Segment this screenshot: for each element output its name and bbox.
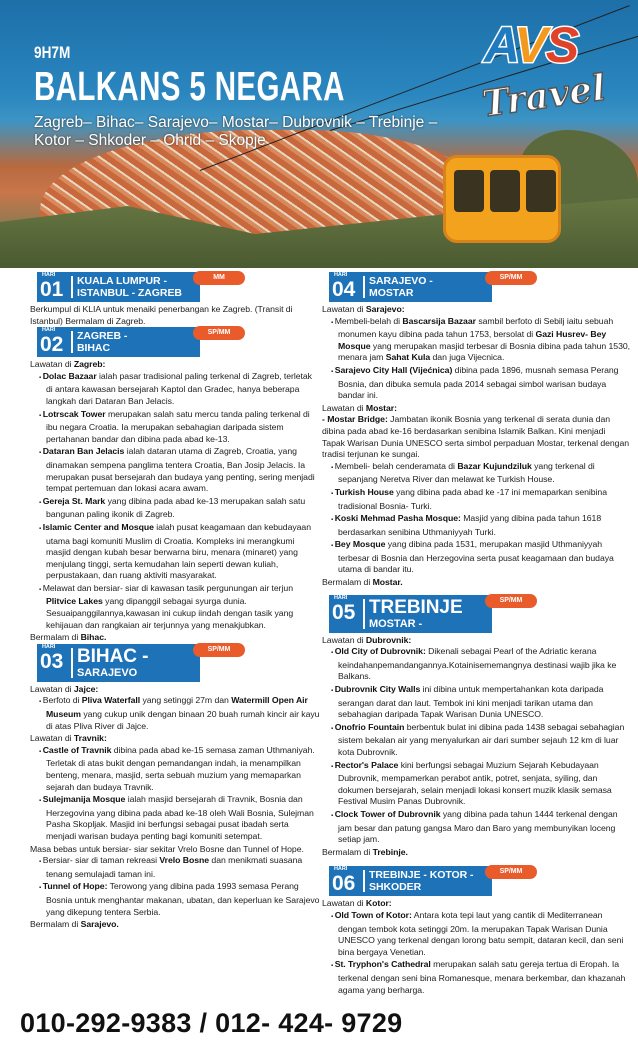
text: Bermalam di (30, 632, 81, 643)
itinerary-right-column (322, 272, 630, 997)
highlight-text: Dubrovnik: (365, 634, 412, 645)
list-item (37, 583, 320, 631)
paragraph (322, 403, 630, 415)
text: Jambatan ikonik Bosnia yang terkenal di serata dunia dan dibina pada abad ke-16 berdasarkan senibina Islamik Balkan. Kini menjadi Tapak Warisan Dunia UNESCO serta simbol perpaduan Mostar, terkenal dengan tradisi terjunan ke sungai. (322, 414, 630, 460)
duration-label: 9H7M (34, 43, 71, 62)
paragraph (30, 359, 320, 371)
list-item (329, 316, 630, 364)
text: Membeli- belah cenderamata di (334, 460, 458, 471)
highlight-text: Kotor: (365, 898, 392, 909)
text: Bersiar- siar di taman rekreasi (42, 855, 160, 866)
highlight-text: Bazar Kujundziluk (457, 460, 532, 471)
text: ialah dataran utama di Zagreb, Croatia, yang dinamakan sempena panglima tentera Croatia, Ban Josip Jelacis. Ia merupakan pusat bersejarah dan budaya yang penting, sering menjadi tempat pertemuan dan lokasi acara awam. (46, 446, 315, 494)
highlight-text: Dolac Bazaar (42, 370, 97, 381)
day-title-line: TREBINJE (369, 596, 463, 618)
day-number: 01 (40, 278, 64, 301)
day-banner (329, 866, 523, 896)
list-item (329, 365, 630, 402)
paragraph (322, 898, 630, 910)
day-number: 05 (332, 600, 356, 624)
list-item (329, 684, 630, 721)
avs-travel-logo (478, 17, 628, 130)
meal-badge: SP/MM (485, 271, 537, 285)
text: Lawatan di (322, 634, 366, 645)
day-05 (322, 595, 630, 859)
hari-label: HARI (334, 272, 348, 278)
highlight-text: Tunnel of Hope: (42, 881, 108, 892)
day-title (77, 646, 148, 679)
highlight-text: Old City of Dubrovnik: (334, 646, 426, 657)
highlight-text: Islamic Center and Mosque (42, 521, 154, 532)
text: merupakan salah satu gereja tertua di Eropah. Ia terkenal dengan seni bina Romanesque, menara berkembar, dan khazanah agama yang berharga. (338, 959, 626, 995)
day-title-line: MOSTAR - (369, 617, 423, 630)
paragraph (322, 414, 630, 460)
hari-label: HARI (42, 327, 56, 334)
logo-avs: AVS (484, 17, 578, 73)
highlight-text: Dubrovnik City Walls (334, 684, 421, 695)
text: dan menikmati suasana tenang semulajadi taman ini. (46, 855, 303, 879)
meal-badge: SP/MM (485, 865, 537, 879)
day-01 (30, 272, 320, 327)
list-item (37, 409, 320, 446)
text: Dikenali sebagai Pearl of the Adriatic kerana keindahanpemandangannya.Kotainisememangnya destinasi wajib jika ke Balkans. (338, 646, 617, 682)
list-item (37, 371, 320, 408)
divider (363, 870, 365, 892)
paragraph (30, 684, 320, 696)
day-title (77, 331, 127, 354)
meal-badge: SP/MM (193, 326, 245, 340)
itinerary (0, 268, 638, 997)
highlight-text: Pliva Waterfall (81, 695, 141, 706)
day-number: 03 (40, 649, 64, 673)
day-title (77, 276, 182, 299)
list-item (329, 959, 630, 996)
day-title-line: SARAJEVO (77, 666, 138, 679)
text: ialah pasar tradisional paling terkenal di Zagreb, terletak di antara kawasan bersejarah Kaptol dan Gradec, hanya beberapa langkah dari Dataran Ban Jelacis. (46, 370, 312, 406)
text: Lawatan di (30, 359, 74, 370)
highlight-text: Bascarsija Bazaar (402, 315, 476, 326)
day-02 (30, 327, 320, 644)
highlight-text: Bey Mosque (334, 539, 386, 550)
text: yang dibina pada tahun 1444 terkenal dengan jam besar dan patung gangsa Maro dan Baro yang membunyikan loceng setiap jam. (338, 808, 618, 845)
list-item (329, 722, 630, 759)
text: Berkumpul di KLIA untuk menaiki penerbangan ke Zagreb. (Transit di Istanbul) Bermalam di Zagreb. (30, 304, 293, 326)
divider (363, 599, 365, 629)
day-title (369, 276, 433, 299)
paragraph (322, 304, 630, 316)
list-item (37, 695, 320, 732)
text: ini dibina untuk mempertahankan kota daripada serangan darat dan laut. Tembok ini kini menjadi tarikan utama dan sebahagian daripada Tapak Warisan Dunia UNESCO. (338, 684, 604, 720)
text: yang merupakan masjid terbesar di Bosnia dibina pada tahun 1530, menara jam (338, 340, 631, 363)
paragraph (322, 577, 630, 589)
highlight-text: Dataran Ban Jelacis (42, 446, 125, 457)
hero-banner (0, 0, 638, 268)
list-item (329, 910, 630, 958)
highlight-text: Onofrio Fountain (334, 721, 405, 732)
divider (71, 331, 73, 353)
text: Terowong yang dibina pada 1993 semasa Perang Bosnia untuk menghantar makanan, ubatan, dan keperluan ke Sarajevo yang dikepung tentera Serbia. (46, 881, 320, 917)
list-item (329, 760, 630, 808)
text: Membeli-belah di (334, 315, 403, 326)
text: Bermalam di (322, 846, 373, 857)
highlight-text: Bihac. (80, 632, 107, 643)
text: sambil berfoto di Sebilj iaitu sebuah monumen kayu dibina pada tahun 1753, bersolat di (338, 315, 614, 340)
day-number: 06 (332, 872, 356, 896)
text: yang dibina pada 1531, merupakan masjid Uthmaniyyah terbesar di Bosnia dan Herzegovina serta pusat keagamaan dan budaya utama di bandar itu. (338, 539, 614, 575)
page-title: BALKANS 5 NEGARA (34, 63, 345, 109)
day-04 (322, 272, 630, 589)
highlight-text: Plitvice Lakes (46, 596, 103, 607)
highlight-text: Rector's Palace (334, 759, 399, 770)
text: ialah pusat keagamaan dan kebudayaan utama bagi komuniti Muslim di Croatia. Kompleks ini merangkumi masjid dengan kubah besar berwarna biru, menara (minaret) yang menjulang tinggi, serta kemudahan lain seperti dewan kuliah, perpustakaan, dan ruang aktiviti masyarakat. (46, 521, 311, 581)
highlight-text: Mostar: (365, 402, 397, 413)
day-title-line: SHKODER (369, 880, 422, 893)
day-banner (37, 327, 231, 357)
text: Lawatan di (322, 304, 366, 314)
list-item (37, 496, 320, 521)
divider (71, 276, 73, 298)
divider (363, 276, 365, 298)
paragraph (30, 844, 320, 856)
highlight-text: Turkish House (334, 486, 394, 497)
day-number: 02 (40, 333, 64, 357)
highlight-text: Mostar. (372, 577, 403, 588)
highlight-text: - Mostar Bridge: (322, 414, 388, 425)
day-title-line: BIHAC - (77, 645, 149, 667)
day-title-line: ISTANBUL - ZAGREB (77, 286, 182, 299)
text: Bermalam di (322, 577, 373, 588)
hari-label: HARI (42, 643, 56, 650)
text: yang dibina pada abad ke-13 merupakan salah satu bangunan paling ikonik di Zagreb. (46, 495, 306, 520)
day-title-line: MOSTAR (369, 286, 414, 299)
highlight-text: Jajce: (73, 683, 99, 694)
list-item (37, 881, 320, 918)
text: kini berfungsi sebagai Muzium Sejarah Kebudayaan Dubrovnik, mempamerkan perabot antik, potret, senjata, syiling, dan dokumen bersejarah, selain menjadi lokasi konsert muzik klasik semasa Festival Musim Panas Dubrovnik. (338, 759, 612, 807)
meal-badge: SP/MM (193, 643, 245, 657)
text: Lawatan di (322, 402, 366, 413)
text: Masjid yang dibina pada tahun 1618 berdasarkan senibina Uthmaniyyah Turki. (338, 513, 602, 537)
list-item (329, 513, 630, 538)
list-item (329, 461, 630, 486)
text: Antara kota tepi laut yang cantik di Mediterranean dengan tembok kota setinggi 20m. Ia merupakan Tapak Warisan Dunia UNESCO yang terkenal dengan lorong batu sempit, dataran kecil, dan seni bina bergaya Venetian. (338, 909, 624, 957)
highlight-text: Castle of Travnik (42, 744, 112, 755)
text: yang setinggi 27m dan (140, 695, 232, 706)
highlight-text: Sarajevo. (80, 919, 119, 930)
paragraph (322, 635, 630, 647)
text: Masa bebas untuk bersiar- siar sekitar Vrelo Bosne dan Tunnel of Hope. (30, 843, 304, 854)
highlight-text: St. Tryphon's Cathedral (334, 959, 431, 970)
text: Melawat dan bersiar- siar di kawasan tasik pergunungan air terjun (42, 582, 293, 593)
highlight-text: Sahat Kula (385, 352, 431, 363)
highlight-text: Travnik: (73, 733, 107, 744)
highlight-text: Sarajevo: (365, 304, 405, 314)
list-item (37, 855, 320, 880)
paragraph (30, 733, 320, 745)
day-title-line: SARAJEVO - (369, 275, 433, 287)
day-03 (30, 644, 320, 931)
list-item (37, 794, 320, 842)
day-banner (329, 594, 523, 633)
cable-car-image (443, 155, 561, 243)
contact-phone: 010-292-9383 / 012- 424- 9729 (20, 1008, 403, 1039)
text: dan juga Vijecnica. (430, 352, 505, 363)
paragraph (30, 304, 320, 327)
text: ialah masjid bersejarah di Travnik, Bosnia dan Herzegovina yang dibina pada abad ke-18 oleh Wali Bosnia, Sulejman Pasha Skopljak. Masjid ini berfungsi sebagai pusat ibadah serta menjadi warisan budaya penting bagi komuniti setempat. (46, 794, 314, 841)
day-banner (329, 272, 523, 302)
day-banner (37, 643, 231, 682)
highlight-text: Sarajevo City Hall (Vijećnica) (334, 364, 453, 375)
text: Lawatan di (30, 733, 74, 744)
list-item (329, 539, 630, 576)
meal-badge: MM (193, 271, 245, 285)
highlight-text: Trebinje. (372, 846, 408, 857)
day-banner (37, 272, 225, 302)
list-item (329, 809, 630, 846)
list-item (329, 646, 630, 683)
day-06 (322, 866, 630, 996)
text: Bermalam di (30, 919, 81, 930)
highlight-text: Koski Mehmad Pasha Mosque: (334, 513, 461, 524)
day-number: 04 (332, 278, 356, 301)
highlight-text: Gazi Husrev- Bey Mosque (338, 329, 607, 351)
hari-label: HARI (334, 866, 348, 873)
text: yang dibina pada abad ke -17 ini memaparkan senibina tradisional Bosnia- Turki. (338, 486, 607, 511)
route-text: Zagreb– Bihac– Sarajevo– Mostar– Dubrovnik – Trebinje – Kotor – Shkoder – Ohrid – Skopje (34, 114, 438, 149)
text: merupakan salah satu mercu tanda paling terkenal di ibu negara Croatia. Ia merupakan sebahagian daripada sistem pertahanan bandar dan dibina pada abad ke-13. (46, 408, 310, 444)
paragraph (30, 919, 320, 931)
highlight-text: Zagreb: (73, 359, 106, 370)
highlight-text: Clock Tower of Dubrovnik (334, 808, 441, 819)
highlight-text: Old Town of Kotor: (334, 909, 412, 920)
day-title-line: BIHAC (77, 341, 110, 354)
text: yang dipanggil sebagai syurga dunia. Sesuaipanggilannya,kawasan ini cukup iindah dengan tasik yang kehijauan dan rangkaian air terjunnya yang menakjubkan. (46, 596, 294, 630)
text: yang cukup unik dengan binaan 20 buah rumah kincir air kayu di atas Pliva River di Jajce. (46, 709, 320, 731)
text: yang terkenal di sepanjang Neretva River dan melawat ke Turkish House. (338, 460, 595, 485)
list-item (37, 745, 320, 793)
list-item (37, 446, 320, 494)
text: Lawatan di (30, 683, 74, 694)
itinerary-left-column (30, 272, 320, 997)
list-item (329, 487, 630, 512)
highlight-text: Lotrscak Tower (42, 408, 106, 419)
day-title-line: ZAGREB - (77, 330, 128, 343)
day-title (369, 597, 463, 630)
highlight-text: Sulejmanija Mosque (42, 794, 126, 805)
text: dibina pada abad ke-15 semasa zaman Uthmaniyah. Terletak di atas bukit dengan pemandangan indah, ia menampilkan benteng, menara, masjid, serta sebuah muzium yang memaparkan sejarah dan budaya Travnik. (46, 744, 315, 792)
highlight-text: Gereja St. Mark (42, 495, 106, 506)
text: Berfoto di (42, 695, 82, 706)
day-title-line: KUALA LUMPUR - (77, 275, 167, 287)
divider (71, 648, 73, 678)
paragraph (322, 847, 630, 859)
hari-label: HARI (42, 272, 56, 278)
day-title-line: TREBINJE - KOTOR - (369, 869, 474, 882)
text: berbentuk bulat ini dibina pada 1438 sebagai sebahagian sistem bekalan air yang menyalurkan air dari sumber sejauh 12 km di luar kota Dubrovnik. (338, 721, 625, 757)
list-item (37, 522, 320, 582)
day-title (369, 870, 474, 893)
highlight-text: Watermill Open Air Museum (46, 695, 308, 720)
logo-travel: Travel (479, 66, 609, 126)
hari-label: HARI (334, 594, 348, 601)
highlight-text: Vrelo Bosne (159, 855, 210, 866)
text: dibina pada 1896, musnah semasa Perang Bosnia, dan dibuka semula pada 2014 sebagai simbol warisan budaya bandar ini. (338, 364, 619, 401)
meal-badge: SP/MM (485, 594, 537, 608)
text: Lawatan di (322, 898, 366, 909)
paragraph (30, 632, 320, 644)
